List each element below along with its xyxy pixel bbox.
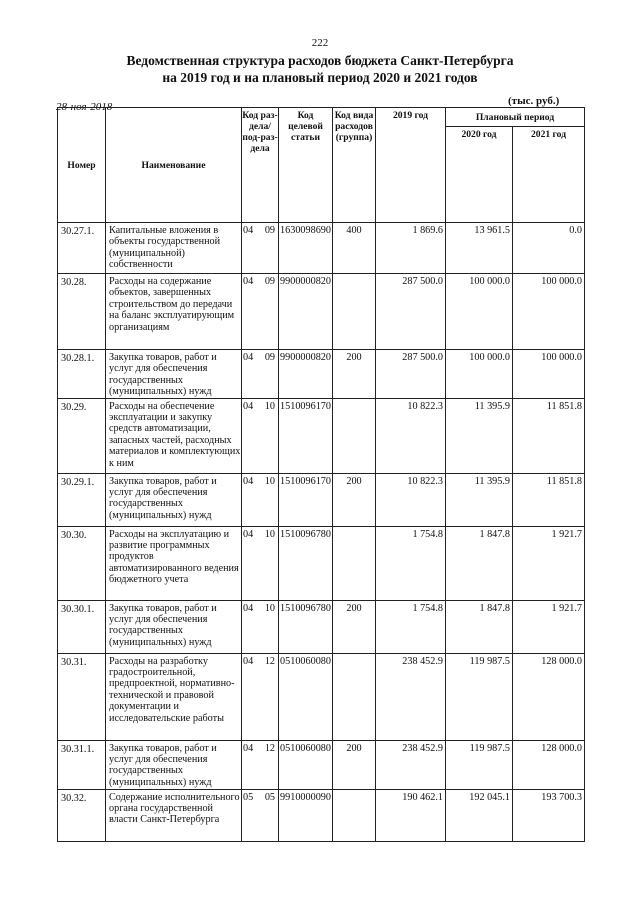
row-type-code: [333, 274, 376, 350]
row-type-code: 200: [333, 600, 376, 653]
row-type-code: 400: [333, 223, 376, 274]
title-line-2: на 2019 год и на плановый период 2020 и 2021 годов: [162, 70, 478, 85]
row-2021: 11 851.8: [513, 398, 585, 473]
table-row: [58, 274, 585, 350]
row-rz: 04: [243, 602, 254, 614]
page-number: 222: [311, 37, 329, 49]
row-name: Закупка товаров, работ и услуг для обеспечения государственных (муниципальных) нужд: [106, 350, 242, 399]
row-section-code: [242, 274, 279, 350]
table-row: [58, 398, 585, 473]
row-type-code: [333, 653, 376, 740]
row-target-code: 1510096170: [279, 398, 333, 473]
header-name: Наименование: [106, 108, 242, 223]
document-date: 28-ноя-2018: [56, 101, 113, 113]
row-2021: 100 000.0: [513, 274, 585, 350]
table-row: [58, 740, 585, 789]
row-number: 30.28.1.: [58, 350, 106, 399]
table-row: [58, 473, 585, 526]
row-section-code: [242, 789, 279, 841]
row-2019: 1 754.8: [376, 526, 446, 600]
row-type-code: 200: [333, 740, 376, 789]
row-type-code: [333, 789, 376, 841]
row-2020: 1 847.8: [446, 600, 513, 653]
row-2021: 11 851.8: [513, 473, 585, 526]
table-row: [58, 600, 585, 653]
row-number: 30.32.: [58, 789, 106, 841]
row-section-code: [242, 600, 279, 653]
table-row: [58, 789, 585, 841]
row-name: Закупка товаров, работ и услуг для обеспечения государственных (муниципальных) нужд: [106, 740, 242, 789]
row-target-code: 9900000820: [279, 274, 333, 350]
row-section-code: [242, 740, 279, 789]
row-number: 30.30.: [58, 526, 106, 600]
row-name: Закупка товаров, работ и услуг для обеспечения государственных (муниципальных) нужд: [106, 600, 242, 653]
title-line-1: Ведомственная структура расходов бюджета Санкт-Петербурга: [126, 53, 514, 68]
row-pr: 10: [264, 475, 275, 487]
row-2019: 287 500.0: [376, 274, 446, 350]
row-number: 30.29.1.: [58, 473, 106, 526]
row-rz: 04: [243, 528, 254, 540]
row-2019: 1 754.8: [376, 600, 446, 653]
row-target-code: 0510060080: [279, 653, 333, 740]
row-target-code: 1510096780: [279, 600, 333, 653]
header-2020: 2020 год: [446, 127, 513, 223]
row-2020: 1 847.8: [446, 526, 513, 600]
row-target-code: 9900000820: [279, 350, 333, 399]
row-2021: 0.0: [513, 223, 585, 274]
row-number: 30.30.1.: [58, 600, 106, 653]
row-target-code: 1510096170: [279, 473, 333, 526]
row-2021: 100 000.0: [513, 350, 585, 399]
row-2020: 192 045.1: [446, 789, 513, 841]
row-number: 30.29.: [58, 398, 106, 473]
row-rz: 04: [243, 475, 254, 487]
row-name: Закупка товаров, работ и услуг для обеспечения государственных (муниципальных) нужд: [106, 473, 242, 526]
row-rz: 04: [243, 352, 254, 363]
row-2020: 11 395.9: [446, 473, 513, 526]
row-rz: 04: [243, 655, 254, 667]
row-2020: 13 961.5: [446, 223, 513, 274]
row-target-code: 1630098690: [279, 223, 333, 274]
row-pr: 10: [264, 400, 275, 412]
row-2021: 193 700.3: [513, 789, 585, 841]
row-pr: 10: [264, 528, 275, 540]
row-name: Расходы на эксплуатацию и развитие программных продуктов автоматизированного ведения бюджетного учета: [106, 526, 242, 600]
row-section-code: [242, 223, 279, 274]
row-rz: 04: [243, 400, 254, 412]
row-pr: 09: [264, 225, 275, 236]
header-number: Номер: [58, 108, 106, 223]
row-type-code: [333, 398, 376, 473]
header-2019: 2019 год: [376, 108, 446, 223]
row-2019: 10 822.3: [376, 473, 446, 526]
row-rz: 04: [243, 225, 254, 236]
row-name: Расходы на содержание объектов, завершенных строительством до передачи на баланс эксплуатирующим организациям: [106, 274, 242, 350]
budget-table: [57, 107, 585, 842]
row-rz: 05: [243, 791, 254, 803]
row-target-code: 9910000090: [279, 789, 333, 841]
row-name: Расходы на обеспечение эксплуатации и закупку средств автоматизации, запасных частей, расходных материалов и комплектующих к ним: [106, 398, 242, 473]
row-section-code: [242, 350, 279, 399]
table-row: [58, 223, 585, 274]
row-name: Капитальные вложения в объекты государственной (муниципальной) собственности: [106, 223, 242, 274]
row-section-code: [242, 526, 279, 600]
row-2020: 100 000.0: [446, 274, 513, 350]
row-2019: 238 452.9: [376, 653, 446, 740]
row-number: 30.28.: [58, 274, 106, 350]
row-number: 30.27.1.: [58, 223, 106, 274]
row-name: Содержание исполнительного органа государственной власти Санкт-Петербурга: [106, 789, 242, 841]
header-code-target: Код целевой статьи: [279, 108, 333, 223]
row-name: Расходы на разработку градостроительной, предпроектной, нормативно-технической и правовой документации и исследовательские работы: [106, 653, 242, 740]
row-2021: 128 000.0: [513, 653, 585, 740]
row-2020: 119 987.5: [446, 653, 513, 740]
row-target-code: 0510060080: [279, 740, 333, 789]
row-pr: 09: [264, 352, 275, 363]
row-type-code: 200: [333, 350, 376, 399]
table-row: [58, 653, 585, 740]
row-2019: 1 869.6: [376, 223, 446, 274]
header-code-type: Код вида расходов (группа): [333, 108, 376, 223]
row-2020: 100 000.0: [446, 350, 513, 399]
row-section-code: [242, 398, 279, 473]
row-type-code: 200: [333, 473, 376, 526]
row-type-code: [333, 526, 376, 600]
row-2019: 10 822.3: [376, 398, 446, 473]
units-label: (тыс. руб.): [508, 95, 560, 107]
row-number: 30.31.1.: [58, 740, 106, 789]
row-rz: 04: [243, 742, 254, 754]
row-pr: 10: [264, 602, 275, 614]
header-planned-period: Плановый период: [446, 108, 585, 127]
row-section-code: [242, 473, 279, 526]
row-2021: 128 000.0: [513, 740, 585, 789]
row-pr: 09: [264, 276, 275, 287]
row-pr: 05: [264, 791, 275, 803]
row-number: 30.31.: [58, 653, 106, 740]
header-2021: 2021 год: [513, 127, 585, 223]
row-2019: 287 500.0: [376, 350, 446, 399]
row-2021: 1 921.7: [513, 600, 585, 653]
row-section-code: [242, 653, 279, 740]
row-target-code: 1510096780: [279, 526, 333, 600]
table-row: [58, 350, 585, 399]
table-row: [58, 526, 585, 600]
row-2021: 1 921.7: [513, 526, 585, 600]
row-2020: 119 987.5: [446, 740, 513, 789]
row-pr: 12: [264, 655, 275, 667]
document-title: [0, 52, 640, 86]
row-2019: 238 452.9: [376, 740, 446, 789]
row-2019: 190 462.1: [376, 789, 446, 841]
row-rz: 04: [243, 276, 254, 287]
row-2020: 11 395.9: [446, 398, 513, 473]
header-code-section: Код раз-дела/ под-раз-дела: [242, 108, 279, 223]
row-pr: 12: [264, 742, 275, 754]
